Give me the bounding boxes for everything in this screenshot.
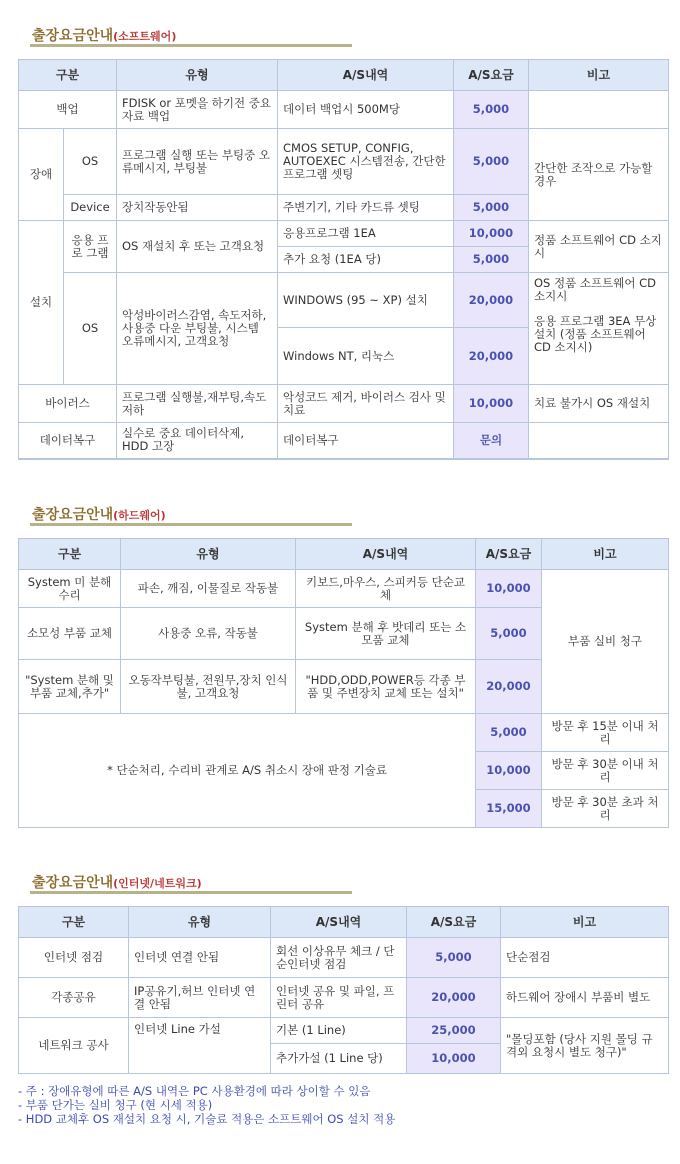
header-type: 유형 bbox=[117, 60, 278, 91]
detail-cell: 데이터 백업시 500M당 bbox=[278, 91, 454, 129]
type-cell: 프로그램 실행 또는 부팅중 오류메시지, 부팅불 bbox=[117, 129, 278, 195]
fee-cell: 5,000 bbox=[407, 938, 501, 978]
category-cell: 설치 bbox=[19, 221, 64, 385]
category-cell: 네트워크 공사 bbox=[19, 1018, 129, 1074]
footnotes bbox=[18, 1084, 395, 1126]
detail-cell: CMOS SETUP, CONFIG, AUTOEXEC 시스템전송, 간단한 프로그램 셋팅 bbox=[278, 129, 454, 195]
category-cell: System 미 분해수리 bbox=[19, 570, 121, 608]
table-row bbox=[19, 978, 669, 1018]
header-type: 유형 bbox=[121, 539, 296, 570]
detail-cell: 회선 이상유무 체크 / 단순인터넷 점검 bbox=[271, 938, 407, 978]
type-cell: 인터넷 연결 안됨 bbox=[129, 938, 271, 978]
header-detail: A/S내역 bbox=[271, 907, 407, 938]
table-row bbox=[19, 91, 669, 129]
table-row bbox=[19, 273, 669, 328]
note-cell bbox=[529, 423, 669, 459]
note-cell: 방문 후 30분 이내 처리 bbox=[542, 752, 669, 790]
note-cell: 방문 후 15분 이내 처리 bbox=[542, 714, 669, 752]
detail-cell: 인터넷 공유 및 파일, 프린터 공유 bbox=[271, 978, 407, 1018]
fee-cell: 5,000 bbox=[454, 91, 529, 129]
table-row bbox=[19, 385, 669, 423]
fee-cell: 10,000 bbox=[454, 385, 529, 423]
type-cell: FDISK or 포멧을 하기전 중요자료 백업 bbox=[117, 91, 278, 129]
detail-cell: 악성코드 제거, 바이러스 검사 및 치료 bbox=[278, 385, 454, 423]
fee-cell: 20,000 bbox=[476, 660, 542, 714]
section-underline bbox=[30, 891, 352, 894]
table-row bbox=[19, 714, 669, 752]
type-cell: 악성바이러스감염, 속도저하, 사용중 다운 부팅불, 시스템 오류메시지, 고객요청 bbox=[117, 273, 278, 385]
header-note: 비고 bbox=[542, 539, 669, 570]
type-cell: OS 재설치 후 또는 고객요청 bbox=[117, 221, 278, 273]
header-note: 비고 bbox=[529, 60, 669, 91]
fee-cell: 20,000 bbox=[454, 328, 529, 385]
type-cell: 인터넷 Line 가설 bbox=[129, 1018, 271, 1074]
section-title-network: 출장요금안내(인터넷/네트워크) bbox=[32, 875, 202, 891]
detail-cell: 데이터복구 bbox=[278, 423, 454, 459]
type-cell: 프로그램 실행불,재부팅,속도저하 bbox=[117, 385, 278, 423]
note-cell: 하드웨어 장애시 부품비 별도 bbox=[501, 978, 669, 1018]
subcategory-cell: 응용 프로 그램 bbox=[64, 221, 117, 273]
header-category: 구분 bbox=[19, 907, 129, 938]
table-row bbox=[19, 1018, 669, 1044]
category-cell: "System 분해 및 부품 교체,추가" bbox=[19, 660, 121, 714]
fee-cell: 5,000 bbox=[454, 195, 529, 221]
category-cell: 각종공유 bbox=[19, 978, 129, 1018]
subcategory-cell: OS bbox=[64, 129, 117, 195]
note-cell bbox=[529, 273, 669, 385]
footnote-line: - HDD 교체후 OS 재설치 요청 시, 기술료 적용은 소프트웨어 OS 설치 적용 bbox=[18, 1112, 396, 1126]
hardware-fee-table bbox=[18, 538, 669, 828]
header-fee: A/S요금 bbox=[407, 907, 501, 938]
fee-cell: 20,000 bbox=[454, 273, 529, 328]
detail-cell: System 분해 후 밧데리 또는 소모품 교체 bbox=[296, 608, 476, 660]
type-cell: 파손, 깨짐, 이물질로 작동불 bbox=[121, 570, 296, 608]
header-detail: A/S내역 bbox=[278, 60, 454, 91]
fee-cell: 10,000 bbox=[454, 221, 529, 247]
type-cell: 오동작부팅불, 전원무,장치 인식불, 고객요청 bbox=[121, 660, 296, 714]
fee-cell: 15,000 bbox=[476, 790, 542, 828]
type-cell: 실수로 중요 데이터삭제, HDD 고장 bbox=[117, 423, 278, 459]
detail-cell: WINDOWS (95 ~ XP) 설치 bbox=[278, 273, 454, 328]
detail-cell: 주변기기, 기타 카드류 셋팅 bbox=[278, 195, 454, 221]
header-type: 유형 bbox=[129, 907, 271, 938]
table-row bbox=[19, 423, 669, 459]
type-cell: 사용중 오류, 작동불 bbox=[121, 608, 296, 660]
fee-cell: 5,000 bbox=[454, 247, 529, 273]
note-text: OS 정품 소프트웨어 CD 소지시 bbox=[534, 276, 656, 303]
table-header-row bbox=[19, 907, 669, 938]
fee-cell: 5,000 bbox=[476, 714, 542, 752]
section-title-hardware: 출장요금안내(하드웨어) bbox=[32, 507, 166, 523]
footnote-line: - 주 : 장애유형에 따른 A/S 내역은 PC 사용환경에 따라 상이할 수 있음 bbox=[18, 1084, 371, 1098]
fee-cell: 5,000 bbox=[476, 608, 542, 660]
network-fee-table bbox=[18, 906, 669, 1074]
note-cell: 단순점검 bbox=[501, 938, 669, 978]
category-cell: 장애 bbox=[19, 129, 64, 221]
visit-cancel-text: * 단순처리, 수리비 관계로 A/S 취소시 장애 판정 기술료 bbox=[19, 714, 476, 828]
section-underline bbox=[30, 523, 352, 526]
category-cell: 소모성 부품 교체 bbox=[19, 608, 121, 660]
table-row bbox=[19, 938, 669, 978]
type-cell: 장치작동안됨 bbox=[117, 195, 278, 221]
note-cell: 정품 소프트웨어 CD 소지시 bbox=[529, 221, 669, 273]
category-cell: 바이러스 bbox=[19, 385, 117, 423]
detail-cell: 추가가설 (1 Line 당) bbox=[271, 1044, 407, 1074]
note-cell: 부품 실비 청구 bbox=[542, 570, 669, 714]
detail-cell: Windows NT, 리눅스 bbox=[278, 328, 454, 385]
fee-cell: 10,000 bbox=[407, 1044, 501, 1074]
subcategory-cell: OS bbox=[64, 273, 117, 385]
section-underline bbox=[30, 44, 352, 47]
category-cell: 인터넷 점검 bbox=[19, 938, 129, 978]
category-cell: 데이터복구 bbox=[19, 423, 117, 459]
fee-cell: 5,000 bbox=[454, 129, 529, 195]
note-cell: 방문 후 30분 초과 처리 bbox=[542, 790, 669, 828]
header-category: 구분 bbox=[19, 60, 117, 91]
category-cell: 백업 bbox=[19, 91, 117, 129]
table-row bbox=[19, 129, 669, 195]
table-header-row bbox=[19, 539, 669, 570]
header-detail: A/S내역 bbox=[296, 539, 476, 570]
fee-cell: 10,000 bbox=[476, 752, 542, 790]
note-cell: 치료 불가시 OS 재설치 bbox=[529, 385, 669, 423]
section-title-software: 출장요금안내(소프트웨어) bbox=[32, 28, 177, 44]
fee-cell: 20,000 bbox=[407, 978, 501, 1018]
fee-cell: 10,000 bbox=[476, 570, 542, 608]
note-cell bbox=[529, 91, 669, 129]
header-fee: A/S요금 bbox=[476, 539, 542, 570]
software-fee-table bbox=[18, 59, 669, 460]
header-category: 구분 bbox=[19, 539, 121, 570]
subcategory-cell: Device bbox=[64, 195, 117, 221]
detail-cell: 기본 (1 Line) bbox=[271, 1018, 407, 1044]
note-cell: 간단한 조작으로 가능할 경우 bbox=[529, 129, 669, 221]
detail-cell: "HDD,ODD,POWER등 각종 부품 및 주변장치 교체 또는 설치" bbox=[296, 660, 476, 714]
detail-cell: 추가 요청 (1EA 당) bbox=[278, 247, 454, 273]
fee-cell: 문의 bbox=[454, 423, 529, 459]
note-text: 응용 프로그램 3EA 무상 설치 (정품 소프트웨어 CD 소지시) bbox=[534, 314, 657, 354]
table-row bbox=[19, 570, 669, 608]
type-cell: IP공유기,허브 인터넷 연결 안됨 bbox=[129, 978, 271, 1018]
fee-cell: 25,000 bbox=[407, 1018, 501, 1044]
table-header-row bbox=[19, 60, 669, 91]
footnote-line: - 부품 단가는 실비 청구 (현 시세 적용) bbox=[18, 1098, 213, 1112]
detail-cell: 키보드,마우스, 스피커등 단순교체 bbox=[296, 570, 476, 608]
table-row bbox=[19, 221, 669, 247]
header-note: 비고 bbox=[501, 907, 669, 938]
note-cell: "몰딩포함 (당사 지원 몰딩 규격외 요청시 별도 청구)" bbox=[501, 1018, 669, 1074]
header-fee: A/S요금 bbox=[454, 60, 529, 91]
detail-cell: 응용프로그램 1EA bbox=[278, 221, 454, 247]
